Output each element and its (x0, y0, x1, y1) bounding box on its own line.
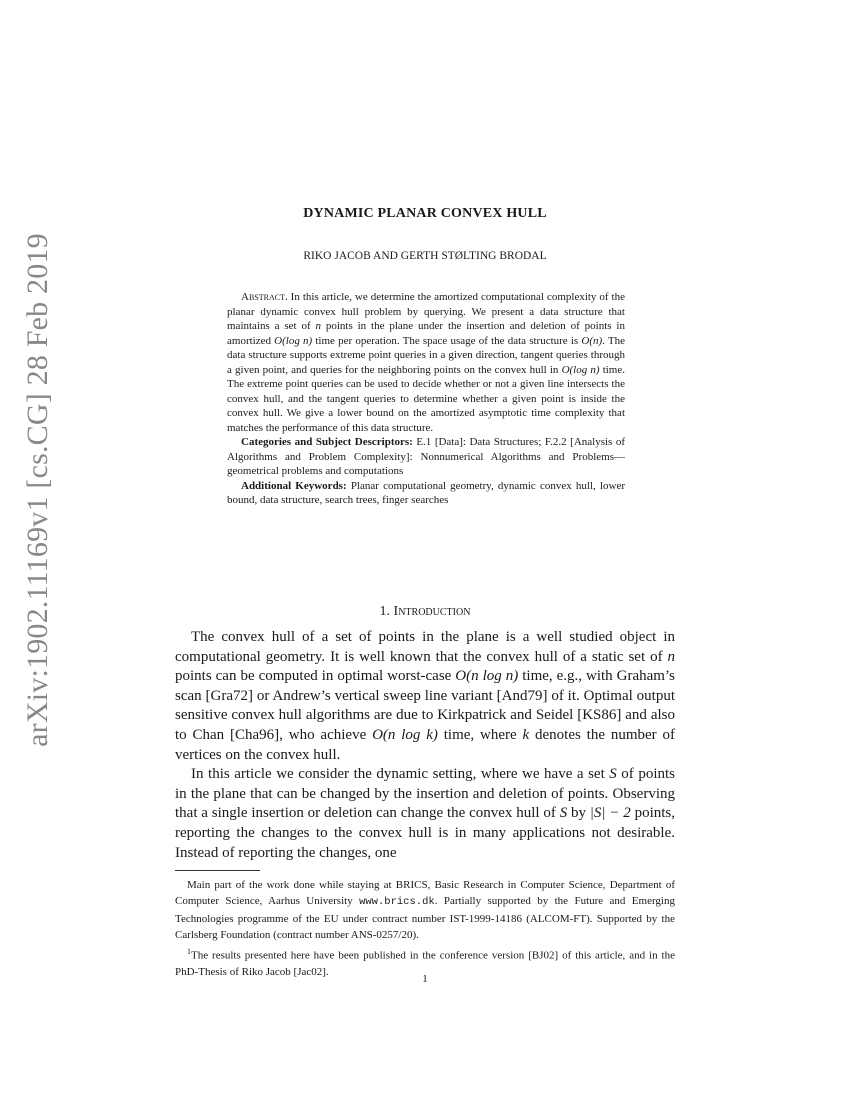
body-text-span: time, e.g., with Graham’s scan [Gra72] or Andrew’s vertical sweep line variant [And79] of it. Optimal output sensitive convex hull algorithms are due to Kirkpatrick and Seidel [KS86] and also to Chan [Cha96], who achieve (175, 668, 675, 743)
footnote-text: Main part of the work done while staying at BRICS, Basic Research in Computer Science, Department of Computer Science, Aarhus University (175, 879, 675, 908)
footnotes (175, 870, 675, 980)
section-heading (175, 604, 675, 620)
body-text-span: time, where (437, 726, 523, 743)
body-text-span: of points in the plane that can be changed by the insertion and deletion of points. Observing that a single insertion or deletion can change the convex hull of (175, 766, 676, 822)
footnote-rule (175, 870, 260, 871)
categories-paragraph (227, 435, 625, 479)
body-text-span: In this article we consider the dynamic setting, where we have a set (191, 766, 610, 783)
math-k: k (522, 726, 530, 743)
keywords-label: Additional Keywords: (241, 479, 347, 492)
abstract-text: . The data structure supports extreme point queries in a given direction, tangent queries through a given point, and queries for the neighboring points on the convex hull in (227, 334, 626, 376)
abstract-text: points in the plane under the insertion and deletion of points in amortized (227, 320, 625, 347)
abstract-text: In this article, we determine the amortized computational complexity of the planar dynamic convex hull problem by querying. We present a data structure that maintains a set of (227, 291, 625, 332)
math-n-log-k: O(n log k) (372, 726, 438, 743)
categories-label: Categories and Subject Descriptors: (241, 436, 413, 448)
footnote-text: The results presented here have been published in the conference version [BJ02] of this article, and in the PhD-Thesis of Riko Jacob [Jac02]. (175, 949, 675, 978)
arxiv-sidebar (0, 0, 60, 1100)
math-n-log-n: O(n log n) (455, 668, 519, 685)
body-text-span: denotes the number of vertices on the convex hull. (175, 726, 675, 763)
math-s: S (609, 766, 617, 783)
body-text-span: The convex hull of a set of points in the plane is a well studied object in computational geometry. It is well known that the convex hull of a static set of (175, 629, 675, 665)
arxiv-identifier: arXiv:1902.11169v1 [cs.CG] 28 Feb 2019 (21, 233, 54, 747)
body-text-span: points, reporting the changes to the convex hull is in many applications not desirable. Instead of reporting the changes, one (175, 805, 676, 861)
section-title: Introduction (393, 604, 471, 619)
body-paragraph (175, 628, 675, 765)
abstract-paragraph (227, 290, 625, 435)
body-paragraph (175, 765, 675, 863)
math-o-log-n: O(log n) (274, 334, 313, 347)
math-n: n (667, 648, 675, 665)
section-number: 1. (379, 604, 391, 619)
math-s: S (559, 805, 568, 822)
abstract-label: Abstract. (241, 291, 288, 303)
body-text-span: points can be computed in optimal worst-case (175, 668, 456, 685)
abstract-block (227, 290, 625, 508)
footnote-affiliation (175, 877, 675, 944)
keywords-text: Planar computational geometry, dynamic convex hull, lower bound, data structure, search trees, finger searches (227, 479, 625, 506)
body-text (175, 628, 675, 863)
footnote-text: . Partially supported by the Future and Emerging Technologies programme of the EU under contract number IST-1999-14186 (ALCOM-FT). Supported by the Carlsberg Foundation (contract number ANS-0257/20). (175, 895, 675, 942)
math-set-size: |S| − 2 (589, 805, 631, 822)
footnote-marker: 1 (187, 946, 191, 956)
paper-authors: RIKO JACOB AND GERTH STØLTING BRODAL (303, 250, 547, 262)
abstract-text: time. The extreme point queries can be used to decide whether or not a given line intersects the convex hull, and the tangent queries to determine whether a given point is inside the convex hull. We give a lower bound on the amortized asymptotic time complexity that matches the performance of this data structure. (227, 363, 625, 434)
keywords-paragraph (227, 479, 625, 508)
footnote-url-link[interactable]: www.brics.dk (359, 896, 435, 909)
abstract-text: time per operation. The space usage of the data structure is (312, 334, 582, 347)
math-o-log-n: O(log n) (561, 363, 600, 376)
body-text-span: by (567, 805, 590, 822)
math-n: n (315, 320, 321, 332)
page-number: 1 (422, 973, 428, 985)
math-o-n: O(n) (581, 334, 603, 347)
categories-text: E.1 [Data]: Data Structures; F.2.2 [Analysis of Algorithms and Problem Complexity]: Nonnumerical Algorithms and Problems—geometrical problems and computations (227, 436, 625, 477)
paper-title: DYNAMIC PLANAR CONVEX HULL (303, 206, 547, 221)
